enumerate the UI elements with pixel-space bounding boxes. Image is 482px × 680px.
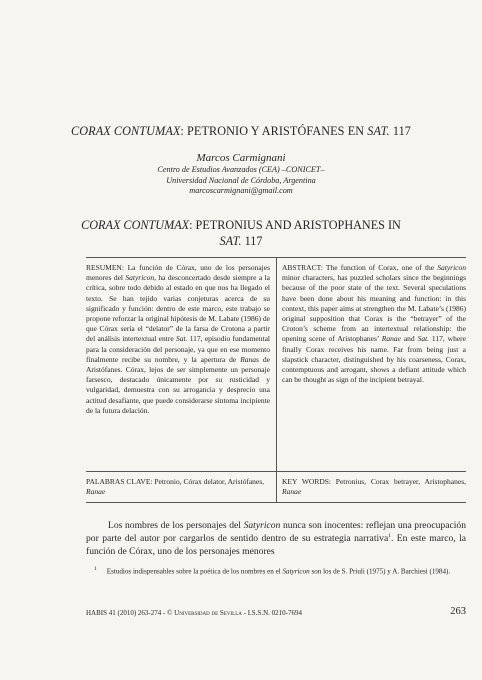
- footnote-text-2: son los de S. Priuli (1975) y A. Barchiesi (1984).: [309, 567, 451, 576]
- footnote-marker[interactable]: 1: [388, 532, 391, 539]
- keywords-es-text: PALABRAS CLAVE: Petronio, Córax delator, Aristófanes,: [86, 477, 265, 486]
- body-italic-1: Satyricon: [243, 520, 281, 531]
- resumen-text-1: RESUMEN: La función de Córax, uno de los personajes menores del: [86, 263, 270, 283]
- footnote-1: [86, 564, 466, 576]
- abstract-text-3: and: [400, 334, 418, 344]
- footnote-italic-1: Satyricon: [282, 567, 310, 576]
- body-text-2: nunca son inocentes: reflejan una preocupación por parte del autor por cargarlos de sentido dentro de su estrategia narrativa: [86, 520, 466, 544]
- body-text-1: Los nombres de los personajes del: [108, 520, 244, 531]
- footer-text-1: HABIS 41 (2010) 263-274 - ©: [86, 609, 175, 617]
- abstract-text-1: ABSTRACT: The function of Corax, one of the: [282, 263, 438, 272]
- title-es-italic2: SAT.: [367, 124, 390, 138]
- footer-text-2: - I.S.S.N. 0210-7694: [241, 609, 302, 617]
- title-en-italic2: SAT.: [219, 234, 242, 248]
- keywords-bottom-rule: [86, 502, 466, 503]
- key-words: [282, 477, 466, 497]
- abstract-text-4: 117, where finally Corax receives his name. Far from being just a slapstick character, distinguished by his coarseness, Corax, contemptuous and arrogant, shows a defiant attitude which can be thought as sign of the incipient betrayal.: [282, 334, 466, 385]
- journal-citation: [86, 609, 302, 617]
- footer-publisher: Universidad de Sevilla: [174, 609, 242, 617]
- resumen-italic-1: Satyricon: [125, 273, 155, 283]
- resumen-spanish-abstract: [86, 263, 270, 416]
- spanish-title: [30, 124, 452, 139]
- english-abstract: [282, 263, 466, 385]
- abstract-italic-2: Ranae: [381, 334, 401, 344]
- author-name: Marcos Carmignani: [196, 152, 286, 164]
- resumen-italic-2: Sat.: [175, 334, 188, 344]
- title-en-end: 117: [241, 234, 263, 248]
- column-divider: [276, 257, 277, 502]
- author-email: marcoscarmignani@gmail.com: [189, 186, 293, 195]
- abstract-italic-3: Sat.: [417, 334, 430, 344]
- abstract-italic-1: Satyricon: [437, 263, 466, 272]
- keywords-en-italic: Ranae: [282, 487, 302, 497]
- page-footer: [86, 608, 466, 622]
- page-number: 263: [450, 606, 466, 617]
- resumen-text-4: de Aristófanes. Córax, lejos de ser simplemente un personaje farsesco, destacado únicamente por su rusticidad y vulgaridad, demuestra con su arrogancia y desprecio una actitud desafiante, que puede considerarse síntoma incipiente de la futura delación.: [86, 354, 270, 415]
- resumen-text-2: , ha desconcertado desde siempre a la crítica, sobre todo debido al estado en que nos ha llegado el texto. Se han tejido varias conjeturas acerca de su significado y función: dentro de este marco, este trabajo se propone reforzar la original hipótesis de M. Labate (1986) de que Córax sería el “delator” de la farsa de Crotona a partir del análisis intertextual entre: [86, 273, 270, 344]
- title-en-italic: CORAX CONTUMAX: [81, 218, 190, 232]
- title-es-italic: CORAX CONTUMAX: [71, 124, 181, 138]
- resumen-italic-3: Ranas: [240, 354, 259, 364]
- resumen-text-3: 117, episodio fundamental para la consideración del personaje, ya que en ese momento finalmente recibe su nombre, y la apertura de: [86, 334, 270, 364]
- english-title: [60, 217, 422, 249]
- palabras-clave: [86, 477, 270, 497]
- footnote-text-1: Estudios indispensables sobre la poética de los nombres en el: [106, 567, 283, 576]
- title-en-rest: : PETRONIUS AND ARISTOPHANES IN: [189, 218, 401, 232]
- author-affiliation-2: Universidad Nacional de Córdoba, Argentina: [166, 175, 316, 185]
- author-affiliation-1: Centro de Estudios Avanzados (CEA) –CONICET–: [157, 165, 325, 174]
- body-text-3: . En este marco, la función de Córax, uno de los personajes menores: [86, 533, 467, 557]
- author-block: [30, 152, 452, 197]
- title-es-end: 117: [389, 124, 411, 138]
- keywords-en-text: KEY WORDS: Petronius, Corax betrayer, Aristophanes,: [282, 477, 466, 486]
- abstract-text-2: minor characters, has puzzled scholars since the beginnings because of the poor state of the text. Several speculations have been done about his meaning and function: in this context, this paper aims at strengthen the M. Labate’s (1986) original supposition that Corax is the “betrayer” of the Croton’s scheme from an intertextual relationship: the opening scene of Aristophanes’: [282, 273, 466, 344]
- title-es-rest: : PETRONIO Y ARISTÓFANES EN: [180, 124, 368, 138]
- footnote-number: 1: [94, 566, 97, 572]
- body-paragraph: [86, 519, 466, 558]
- keywords-es-italic: Ranae: [86, 487, 106, 497]
